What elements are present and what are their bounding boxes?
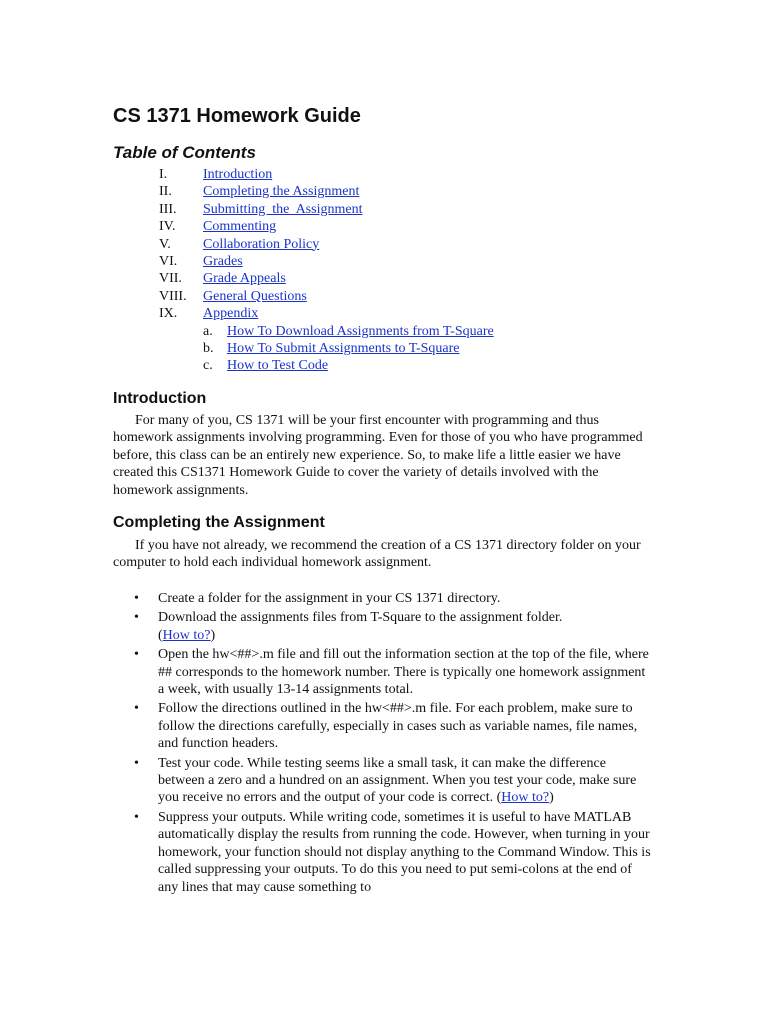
list-item xyxy=(0,809,653,896)
toc-link-grades[interactable]: Grades xyxy=(203,253,243,269)
toc-item xyxy=(0,166,768,183)
toc-link-grade-appeals[interactable]: Grade Appeals xyxy=(203,271,286,287)
toc-number: IX. xyxy=(159,306,178,322)
toc-subitem xyxy=(0,340,768,357)
toc-link-test-code[interactable]: How to Test Code xyxy=(227,358,329,374)
toc-item xyxy=(0,183,768,200)
introduction-paragraph: For many of you, CS 1371 will be your first encounter with programming and thus homework assignments involving programming. Even for those of you who have programmed before, this class can be an entirely new experience. So, to make life a little easier we have created this CS1371 Homework Guide to cover the variety of details involved with the homework assignments. xyxy=(113,413,643,498)
toc-item xyxy=(0,270,768,287)
step-text: Open the hw<##>.m file and fill out the information section at the top of the file, where ## corresponds to the homework number. There is typically one homework assignment a week, with usually 13-14 assignments total. xyxy=(158,647,649,698)
toc-link-collaboration[interactable]: Collaboration Policy xyxy=(203,236,320,252)
toc-number: I. xyxy=(159,167,168,182)
paren-close: ) xyxy=(210,627,216,643)
toc-number: VII. xyxy=(159,271,182,287)
bullet-dot: • xyxy=(134,701,139,717)
list-item xyxy=(0,590,653,607)
bullet-dot: • xyxy=(134,755,139,771)
toc-link-download[interactable]: How To Download Assignments from T-Square xyxy=(227,323,494,339)
completing-heading: Completing the Assignment xyxy=(113,514,325,531)
toc-number: III. xyxy=(159,201,177,217)
paren-open: ( xyxy=(158,627,163,643)
toc-link-submit[interactable]: How To Submit Assignments to T-Square xyxy=(227,340,460,356)
bullet-dot: • xyxy=(134,809,139,825)
bullet-dot: • xyxy=(134,647,139,663)
toc-link-introduction[interactable]: Introduction xyxy=(203,167,273,182)
completing-paragraph: If you have not already, we recommend the creation of a CS 1371 directory folder on your computer to hold each individual homework assignment. xyxy=(113,538,641,571)
step-text: Follow the directions outlined in the hw<##>.m file. For each problem, make sure to follow the directions carefully, especially in cases such as variable names, file names, and function headers. xyxy=(158,701,638,752)
bullet-dot: • xyxy=(134,610,139,626)
toc-item xyxy=(0,201,768,218)
step-text: Suppress your outputs. While writing code, sometimes it is useful to have MATLAB automatically display the results from running the code. However, when turning in your homework, your function should not display anything to the Command Window. This is called suppressing your outputs. To do this you need to put semi-colons at the end of any lines that may cause something to xyxy=(158,809,651,895)
toc-sub-letter: a. xyxy=(203,323,213,339)
toc-subitem xyxy=(0,323,768,340)
completing-steps-list xyxy=(0,590,768,898)
toc-item xyxy=(0,236,768,253)
toc-number: IV. xyxy=(159,219,176,235)
list-item xyxy=(0,646,653,698)
toc-link-appendix[interactable]: Appendix xyxy=(203,306,259,322)
step-text: Test your code. While testing seems like a small task, it can make the difference between a zero and a hundred on an assignment. When you test your code, make sure you receive no errors and the output of your code is correct. xyxy=(158,755,637,806)
table-of-contents xyxy=(0,166,768,375)
toc-number: V. xyxy=(159,236,171,252)
toc-number: II. xyxy=(159,184,172,200)
paren-open: ( xyxy=(496,790,502,806)
toc-number: VI. xyxy=(159,253,178,269)
list-item xyxy=(0,755,653,807)
step-text: Create a folder for the assignment in your CS 1371 directory. xyxy=(158,591,501,606)
toc-link-commenting[interactable]: Commenting xyxy=(203,219,277,235)
step-text: Download the assignments files from T-Square to the assignment folder. xyxy=(158,610,563,626)
list-item xyxy=(0,609,653,644)
toc-sub-letter: c. xyxy=(203,358,213,374)
toc-item xyxy=(0,218,768,235)
toc-sub-letter: b. xyxy=(203,340,214,356)
list-item xyxy=(0,700,653,752)
toc-item xyxy=(0,288,768,305)
toc-number: VIII. xyxy=(159,288,187,304)
toc-item xyxy=(0,253,768,270)
toc-heading: Table of Contents xyxy=(113,143,256,162)
document-title: CS 1371 Homework Guide xyxy=(113,105,361,127)
how-to-test-link[interactable]: How to? xyxy=(501,790,550,806)
toc-link-submitting[interactable]: Submitting the Assignment xyxy=(203,201,363,217)
toc-subitem xyxy=(0,357,768,374)
toc-link-general-questions[interactable]: General Questions xyxy=(203,288,307,304)
toc-item xyxy=(0,305,768,322)
introduction-heading: Introduction xyxy=(113,390,207,407)
toc-link-completing[interactable]: Completing the Assignment xyxy=(203,184,360,200)
paren-close: ) xyxy=(549,790,554,806)
how-to-download-link[interactable]: How to? xyxy=(162,627,211,643)
bullet-dot: • xyxy=(134,591,139,606)
